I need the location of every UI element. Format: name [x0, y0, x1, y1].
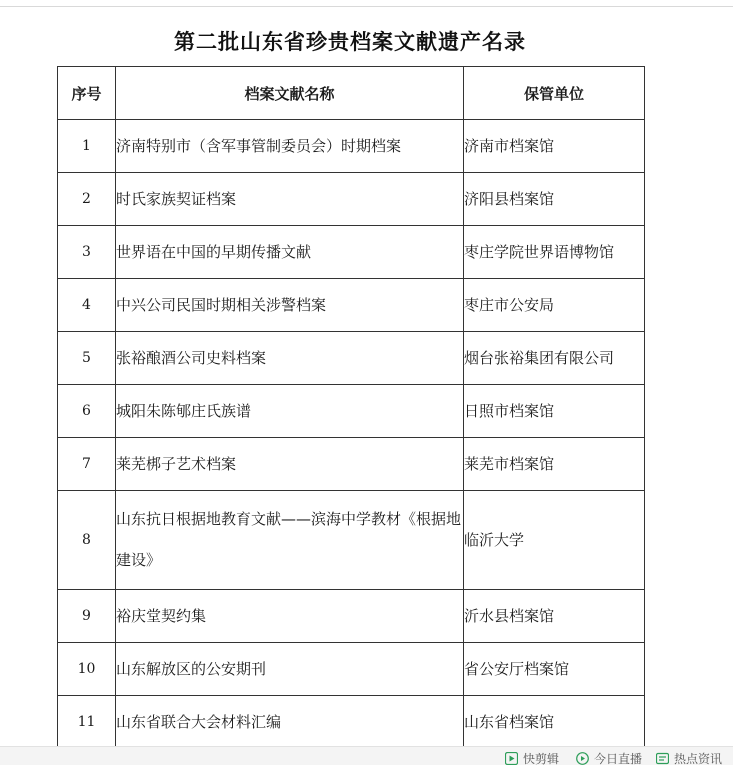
table-row	[58, 590, 645, 643]
custodian: 枣庄市公安局	[464, 279, 645, 332]
custodian: 省公安厅档案馆	[464, 643, 645, 696]
document-name: 山东解放区的公安期刊	[116, 643, 464, 696]
custodian: 枣庄学院世界语博物馆	[464, 226, 645, 279]
table-row	[58, 643, 645, 696]
live-today-link[interactable]	[576, 750, 642, 767]
row-number: 10	[58, 643, 116, 696]
custodian: 济南市档案馆	[464, 120, 645, 173]
table-row	[58, 173, 645, 226]
table-row	[58, 279, 645, 332]
document-name: 张裕酿酒公司史料档案	[116, 332, 464, 385]
hot-news-label: 热点资讯	[674, 752, 723, 766]
custodian: 烟台张裕集团有限公司	[464, 332, 645, 385]
row-number: 8	[58, 491, 116, 590]
custodian: 沂水县档案馆	[464, 590, 645, 643]
table-row	[58, 438, 645, 491]
hot-news-link[interactable]	[656, 750, 722, 767]
row-number: 4	[58, 279, 116, 332]
custodian: 山东省档案馆	[464, 696, 645, 749]
records-table	[57, 66, 645, 756]
document-name: 世界语在中国的早期传播文献	[116, 226, 464, 279]
custodian: 莱芜市档案馆	[464, 438, 645, 491]
scissors-play-icon	[505, 752, 518, 765]
live-today-label: 今日直播	[594, 752, 643, 766]
document-name: 城阳朱陈郇庄氏族谱	[116, 385, 464, 438]
quick-edit-link[interactable]	[505, 750, 559, 767]
document-name: 山东抗日根据地教育文献——滨海中学教材《根据地建设》	[116, 491, 464, 590]
table-row	[58, 120, 645, 173]
table-row	[58, 332, 645, 385]
bottom-toolbar	[0, 746, 733, 765]
header-number: 序号	[58, 67, 116, 120]
row-number: 7	[58, 438, 116, 491]
table-row	[58, 385, 645, 438]
custodian: 济阳县档案馆	[464, 173, 645, 226]
custodian: 日照市档案馆	[464, 385, 645, 438]
document-name: 莱芜梆子艺术档案	[116, 438, 464, 491]
quick-edit-label: 快剪辑	[523, 752, 560, 766]
document-name: 裕庆堂契约集	[116, 590, 464, 643]
table-row	[58, 696, 645, 749]
document-name: 山东省联合大会材料汇编	[116, 696, 464, 749]
top-divider	[0, 6, 733, 7]
live-play-icon	[576, 752, 589, 765]
document-name: 济南特别市（含军事管制委员会）时期档案	[116, 120, 464, 173]
news-icon	[656, 752, 669, 765]
row-number: 9	[58, 590, 116, 643]
row-number: 5	[58, 332, 116, 385]
table-row	[58, 491, 645, 590]
header-custodian: 保管单位	[464, 67, 645, 120]
table-row	[58, 226, 645, 279]
document-name: 时氏家族契证档案	[116, 173, 464, 226]
page-title: 第二批山东省珍贵档案文献遗产名录	[174, 30, 526, 54]
row-number: 1	[58, 120, 116, 173]
table-header-row	[58, 67, 645, 120]
row-number: 11	[58, 696, 116, 749]
row-number: 6	[58, 385, 116, 438]
row-number: 2	[58, 173, 116, 226]
row-number: 3	[58, 226, 116, 279]
custodian: 临沂大学	[464, 491, 645, 590]
header-document-name: 档案文献名称	[116, 67, 464, 120]
document-name: 中兴公司民国时期相关涉警档案	[116, 279, 464, 332]
